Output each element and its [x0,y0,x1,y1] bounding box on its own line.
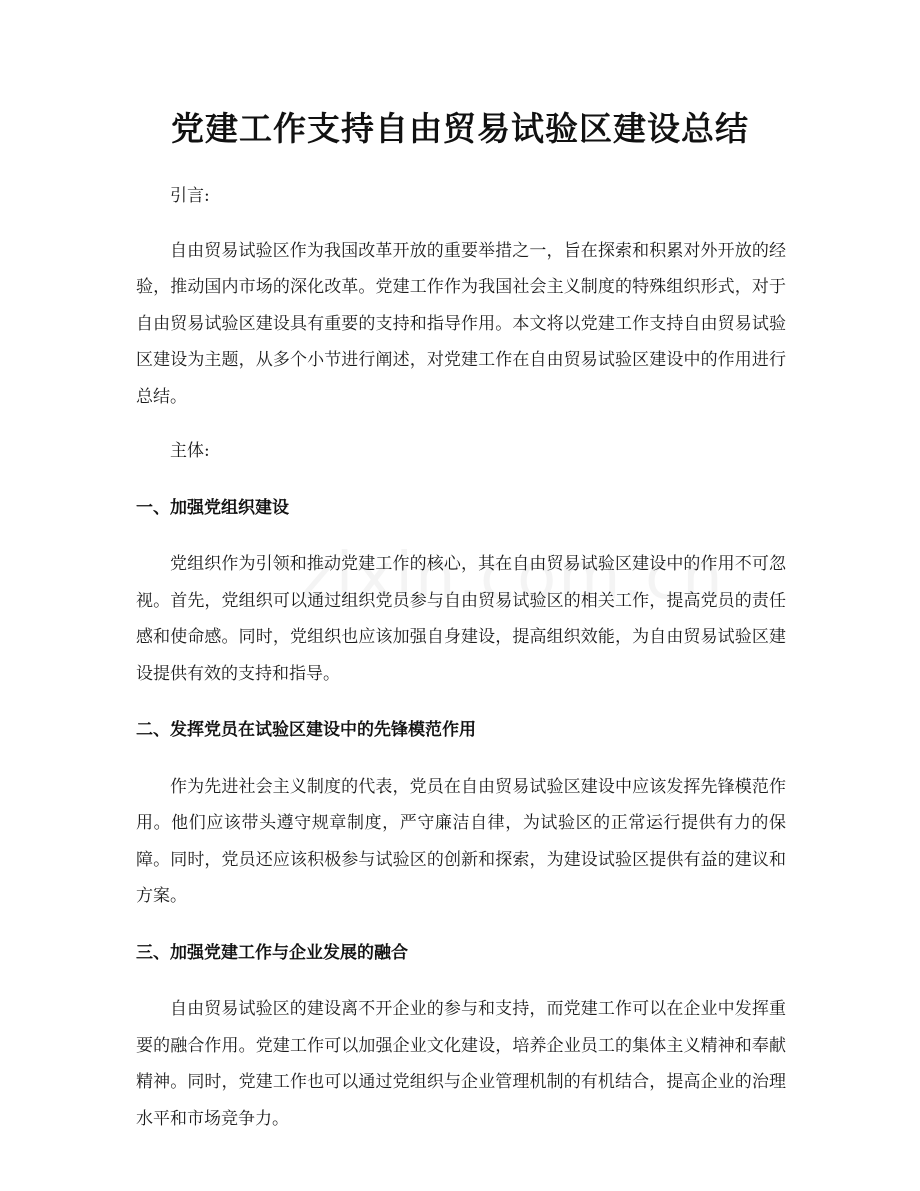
section-heading: 三、加强党建工作与企业发展的融合 [136,942,408,963]
section-2 [136,712,786,915]
section-paragraph: 自由贸易试验区的建设离不开企业的参与和支持，而党建工作可以在企业中发挥重要的融合作用。党建工作可以加强企业文化建设，培养企业员工的集体主义精神和奉献精神。同时，党建工作也可以通过党组织与企业管理机制的有机结合，提高企业的治理水平和市场竞争力。 [136,999,786,1129]
section-heading: 二、发挥党员在试验区建设中的先锋模范作用 [136,720,476,740]
section-heading: 一、加强党组织建设 [136,497,289,518]
intro-paragraph: 自由贸易试验区作为我国改革开放的重要举措之一，旨在探索和积累对外开放的经验，推动国内市场的深化改革。党建工作作为我国社会主义制度的特殊组织形式，对于自由贸易试验区建设具有重要的支持和指导作用。本文将以党建工作支持自由贸易试验区建设为主题，从多个小节进行阐述，对党建工作在自由贸易试验区建设中的作用进行总结。 [136,240,786,407]
section-paragraph: 作为先进社会主义制度的代表，党员在自由贸易试验区建设中应该发挥先锋模范作用。他们应该带头遵守规章制度，严守廉洁自律，为试验区的正常运行提供有力的保障。同时，党员还应该积极参与试验区的创新和探索，为建设试验区提供有益的建议和方案。 [136,776,786,906]
section-3 [136,935,786,1138]
section-paragraph: 党组织作为引领和推动党建工作的核心，其在自由贸易试验区建设中的作用不可忽视。首先，党组织可以通过组织党员参与自由贸易试验区的相关工作，提高党员的责任感和使命感。同时，党组织也应该加强自身建设，提高组织效能，为自由贸易试验区建设提供有效的支持和指导。 [136,554,786,684]
body-label: 主体: [170,441,210,461]
document-body [136,178,786,1137]
section-1 [136,490,786,693]
intro-label: 引言: [170,186,210,206]
document-title: 党建工作支持自由贸易试验区建设总结 [171,109,749,148]
